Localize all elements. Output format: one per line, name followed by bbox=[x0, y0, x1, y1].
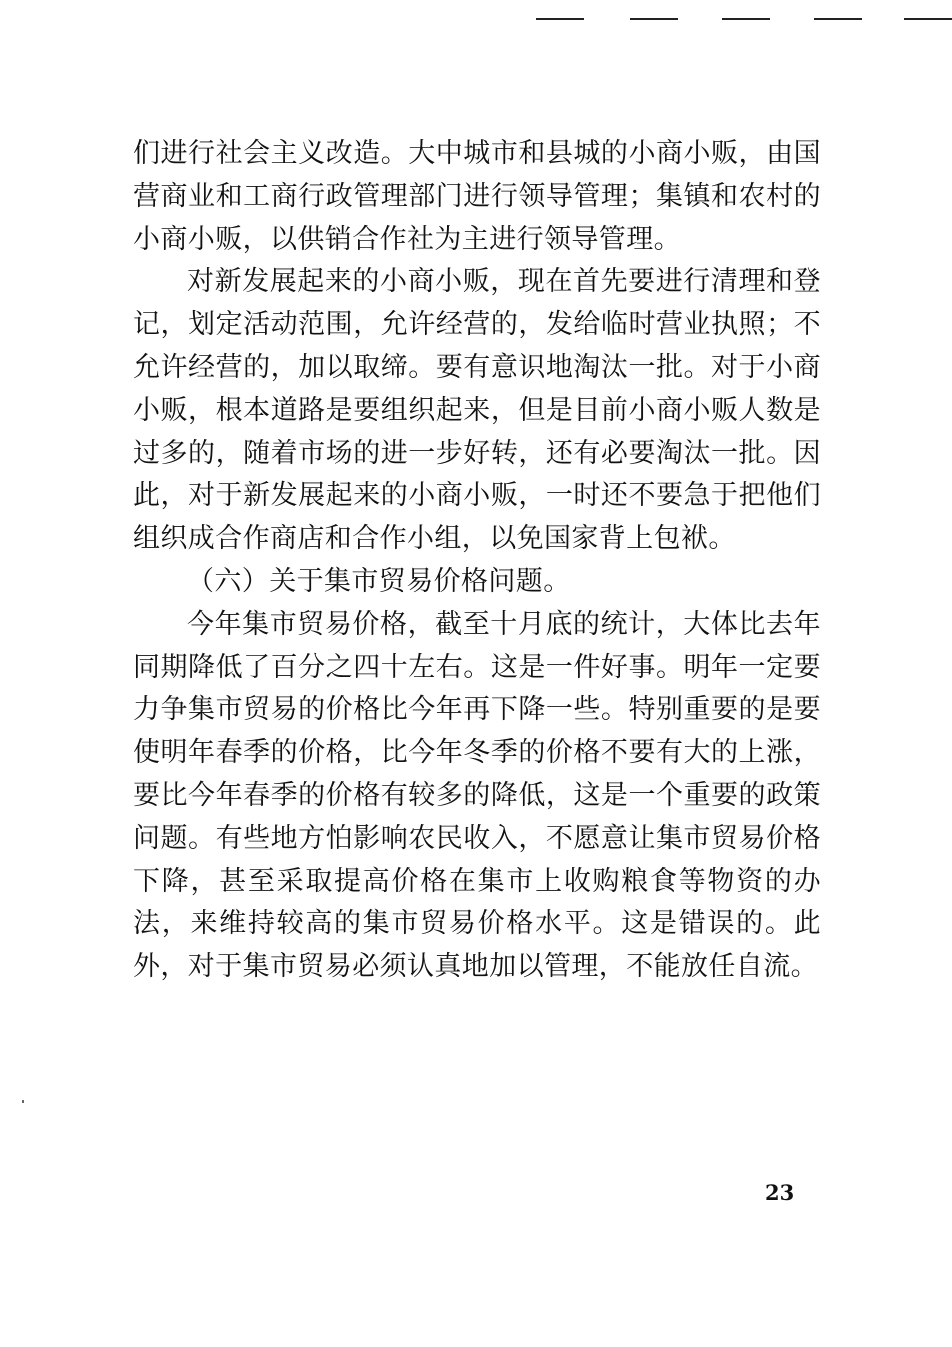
header-rule-segment bbox=[904, 18, 952, 20]
header-rule-segment bbox=[630, 18, 678, 20]
header-rule-segment bbox=[722, 18, 770, 20]
header-rule-segment bbox=[814, 18, 862, 20]
header-rule-decoration bbox=[536, 18, 952, 22]
header-rule-segment bbox=[536, 18, 584, 20]
scan-speck-decoration bbox=[22, 1100, 24, 1103]
paragraph-market-prices: 今年集市贸易价格，截至十月底的统计，大体比去年同期降低了百分之四十左右。这是一件好事。明年一定要力争集市贸易的价格比今年再下降一些。特别重要的是要使明年春季的价格，比今年冬季的价格不要有大的上涨，要比今年春季的价格有较多的降低，这是一个重要的政策问题。有些地方怕影响农民收入，不愿意让集市贸易价格下降，甚至采取提高价格在集市上收购粮食等物资的办法，来维持较高的集市贸易价格水平。这是错误的。此外，对于集市贸易必须认真地加以管理，不能放任自流。 bbox=[133, 608, 821, 983]
page-body-text bbox=[133, 133, 821, 989]
page-number: 23 bbox=[765, 1180, 795, 1205]
section-heading: （六）关于集市贸易价格问题。 bbox=[187, 565, 571, 597]
paragraph-small-vendors: 对新发展起来的小商小贩，现在首先要进行清理和登记，划定活动范围，允许经营的，发给临时营业执照；不允许经营的，加以取缔。要有意识地淘汰一批。对于小商小贩，根本道路是要组织起来，但是目前小商小贩人数是过多的，随着市场的进一步好转，还有必要淘汰一批。因此，对于新发展起来的小商小贩，一时还不要急于把他们组织成合作商店和合作小组，以免国家背上包袱。 bbox=[133, 266, 821, 555]
paragraph-continuation: 们进行社会主义改造。大中城市和县城的小商小贩，由国营商业和工商行政管理部门进行领导管理；集镇和农村的小商小贩，以供销合作社为主进行领导管理。 bbox=[133, 138, 821, 255]
